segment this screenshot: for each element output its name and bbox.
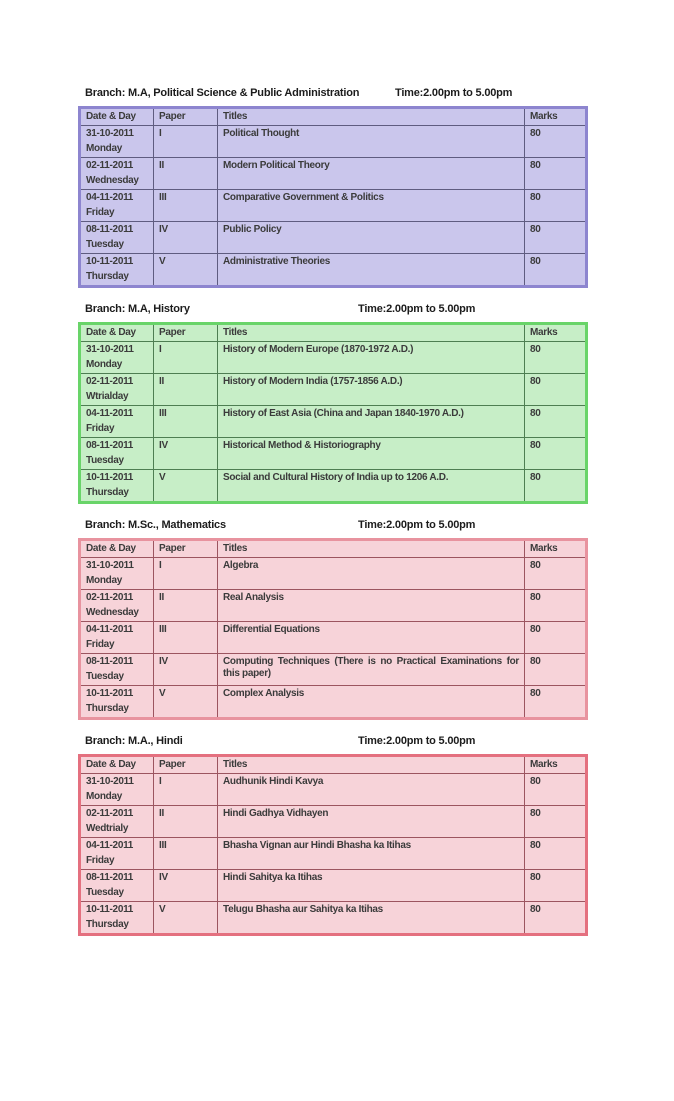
date-text: 08-11-2011 [86, 224, 134, 235]
col-header-titles: Titles [218, 324, 525, 342]
marks-cell: 80 [525, 806, 587, 838]
paper-cell: I [154, 774, 218, 806]
table-row [80, 870, 587, 902]
date-text: 04-11-2011 [86, 624, 134, 635]
title-cell: Algebra [218, 558, 525, 590]
col-header-paper: Paper [154, 108, 218, 126]
date-day-cell [80, 774, 154, 806]
section-heading [78, 302, 585, 316]
marks-cell: 80 [525, 870, 587, 902]
table-row [80, 774, 587, 806]
date-day-cell [80, 902, 154, 935]
day-text: Friday [86, 423, 115, 434]
title-cell: Administrative Theories [218, 254, 525, 287]
title-cell: Political Thought [218, 126, 525, 158]
table-row [80, 622, 587, 654]
timetable-section-history [78, 302, 585, 504]
marks-cell: 80 [525, 190, 587, 222]
table-row [80, 558, 587, 590]
date-text: 10-11-2011 [86, 904, 134, 915]
table-row [80, 254, 587, 287]
marks-cell: 80 [525, 342, 587, 374]
date-text: 31-10-2011 [86, 776, 134, 787]
marks-cell: 80 [525, 254, 587, 287]
paper-cell: II [154, 590, 218, 622]
col-header-paper: Paper [154, 324, 218, 342]
title-cell: History of East Asia (China and Japan 1840-1970 A.D.) [218, 406, 525, 438]
day-text: Thursday [86, 703, 129, 714]
date-day-cell [80, 654, 154, 686]
paper-cell: V [154, 902, 218, 935]
title-cell: Real Analysis [218, 590, 525, 622]
marks-cell: 80 [525, 126, 587, 158]
col-header-date-day: Date & Day [80, 108, 154, 126]
timetable-table [78, 754, 588, 936]
day-text: Tuesday [86, 887, 124, 898]
marks-cell: 80 [525, 158, 587, 190]
marks-cell: 80 [525, 590, 587, 622]
col-header-titles: Titles [218, 756, 525, 774]
title-cell: Computing Techniques (There is no Practical Examinations for this paper) [218, 654, 525, 686]
col-header-paper: Paper [154, 756, 218, 774]
paper-cell: III [154, 838, 218, 870]
col-header-marks: Marks [525, 108, 587, 126]
timetable-table [78, 322, 588, 504]
table-row [80, 190, 587, 222]
paper-cell: I [154, 126, 218, 158]
day-text: Wtrialday [86, 391, 129, 402]
title-cell: Hindi Gadhya Vidhayen [218, 806, 525, 838]
day-text: Monday [86, 143, 122, 154]
title-cell: Hindi Sahitya ka Itihas [218, 870, 525, 902]
date-text: 04-11-2011 [86, 840, 134, 851]
title-cell: Bhasha Vignan aur Hindi Bhasha ka Itihas [218, 838, 525, 870]
date-day-cell [80, 126, 154, 158]
table-row [80, 590, 587, 622]
date-day-cell [80, 806, 154, 838]
date-day-cell [80, 374, 154, 406]
day-text: Wedtrialy [86, 823, 129, 834]
marks-cell: 80 [525, 558, 587, 590]
date-text: 02-11-2011 [86, 808, 134, 819]
exam-timetable-document [78, 86, 585, 950]
branch-label: Branch: M.A, History [85, 303, 190, 315]
table-row [80, 126, 587, 158]
date-day-cell [80, 254, 154, 287]
date-text: 31-10-2011 [86, 560, 134, 571]
paper-cell: I [154, 558, 218, 590]
date-text: 31-10-2011 [86, 128, 134, 139]
time-label: Time:2.00pm to 5.00pm [358, 303, 476, 315]
marks-cell: 80 [525, 902, 587, 935]
day-text: Tuesday [86, 455, 124, 466]
paper-cell: V [154, 470, 218, 503]
date-text: 31-10-2011 [86, 344, 134, 355]
date-day-cell [80, 470, 154, 503]
marks-cell: 80 [525, 470, 587, 503]
branch-label: Branch: M.A., Hindi [85, 735, 183, 747]
paper-cell: III [154, 622, 218, 654]
date-text: 10-11-2011 [86, 256, 134, 267]
title-cell: History of Modern India (1757-1856 A.D.) [218, 374, 525, 406]
timetable-section-hindi [78, 734, 585, 936]
day-text: Tuesday [86, 671, 124, 682]
day-text: Friday [86, 639, 115, 650]
title-cell: Modern Political Theory [218, 158, 525, 190]
table-header-row [80, 324, 587, 342]
day-text: Thursday [86, 919, 129, 930]
col-header-paper: Paper [154, 540, 218, 558]
date-text: 04-11-2011 [86, 408, 134, 419]
col-header-titles: Titles [218, 108, 525, 126]
paper-cell: III [154, 190, 218, 222]
paper-cell: II [154, 806, 218, 838]
title-cell: Complex Analysis [218, 686, 525, 719]
timetable-section-mathematics [78, 518, 585, 720]
paper-cell: I [154, 342, 218, 374]
paper-cell: V [154, 686, 218, 719]
day-text: Thursday [86, 487, 129, 498]
timetable-section-political-science [78, 86, 585, 288]
table-row [80, 838, 587, 870]
date-text: 08-11-2011 [86, 872, 134, 883]
title-cell: Differential Equations [218, 622, 525, 654]
date-text: 02-11-2011 [86, 376, 134, 387]
day-text: Thursday [86, 271, 129, 282]
marks-cell: 80 [525, 374, 587, 406]
paper-cell: III [154, 406, 218, 438]
date-day-cell [80, 342, 154, 374]
table-row [80, 470, 587, 503]
date-day-cell [80, 622, 154, 654]
time-label: Time:2.00pm to 5.00pm [395, 87, 513, 99]
table-row [80, 342, 587, 374]
time-label: Time:2.00pm to 5.00pm [358, 735, 476, 747]
marks-cell: 80 [525, 774, 587, 806]
col-header-marks: Marks [525, 324, 587, 342]
date-day-cell [80, 558, 154, 590]
section-heading [78, 86, 585, 100]
table-row [80, 374, 587, 406]
table-row [80, 686, 587, 719]
day-text: Monday [86, 791, 122, 802]
timetable-table [78, 106, 588, 288]
col-header-marks: Marks [525, 756, 587, 774]
paper-cell: IV [154, 222, 218, 254]
day-text: Friday [86, 207, 115, 218]
table-header-row [80, 108, 587, 126]
date-day-cell [80, 406, 154, 438]
section-heading [78, 734, 585, 748]
col-header-marks: Marks [525, 540, 587, 558]
paper-cell: II [154, 374, 218, 406]
table-row [80, 222, 587, 254]
day-text: Friday [86, 855, 115, 866]
date-text: 02-11-2011 [86, 592, 134, 603]
paper-cell: IV [154, 438, 218, 470]
section-heading [78, 518, 585, 532]
day-text: Monday [86, 575, 122, 586]
paper-cell: V [154, 254, 218, 287]
table-row [80, 654, 587, 686]
date-day-cell [80, 590, 154, 622]
marks-cell: 80 [525, 622, 587, 654]
col-header-titles: Titles [218, 540, 525, 558]
date-text: 10-11-2011 [86, 472, 134, 483]
marks-cell: 80 [525, 838, 587, 870]
branch-label: Branch: M.Sc., Mathematics [85, 519, 226, 531]
table-row [80, 902, 587, 935]
day-text: Monday [86, 359, 122, 370]
title-cell: Comparative Government & Politics [218, 190, 525, 222]
col-header-date-day: Date & Day [80, 540, 154, 558]
date-day-cell [80, 438, 154, 470]
date-text: 08-11-2011 [86, 440, 134, 451]
paper-cell: IV [154, 654, 218, 686]
date-day-cell [80, 870, 154, 902]
paper-cell: II [154, 158, 218, 190]
marks-cell: 80 [525, 654, 587, 686]
date-text: 04-11-2011 [86, 192, 134, 203]
title-cell: History of Modern Europe (1870-1972 A.D.) [218, 342, 525, 374]
timetable-table [78, 538, 588, 720]
date-text: 08-11-2011 [86, 656, 134, 667]
paper-cell: IV [154, 870, 218, 902]
branch-label: Branch: M.A, Political Science & Public Administration [85, 87, 360, 99]
col-header-date-day: Date & Day [80, 324, 154, 342]
table-row [80, 158, 587, 190]
table-row [80, 406, 587, 438]
table-header-row [80, 756, 587, 774]
date-text: 10-11-2011 [86, 688, 134, 699]
date-day-cell [80, 190, 154, 222]
marks-cell: 80 [525, 222, 587, 254]
table-row [80, 806, 587, 838]
table-header-row [80, 540, 587, 558]
day-text: Wednesday [86, 607, 139, 618]
marks-cell: 80 [525, 438, 587, 470]
date-day-cell [80, 158, 154, 190]
title-cell: Telugu Bhasha aur Sahitya ka Itihas [218, 902, 525, 935]
date-day-cell [80, 686, 154, 719]
title-cell: Social and Cultural History of India up to 1206 A.D. [218, 470, 525, 503]
col-header-date-day: Date & Day [80, 756, 154, 774]
date-day-cell [80, 222, 154, 254]
title-cell: Historical Method & Historiography [218, 438, 525, 470]
day-text: Wednesday [86, 175, 139, 186]
title-cell: Audhunik Hindi Kavya [218, 774, 525, 806]
day-text: Tuesday [86, 239, 124, 250]
marks-cell: 80 [525, 406, 587, 438]
date-text: 02-11-2011 [86, 160, 134, 171]
table-row [80, 438, 587, 470]
marks-cell: 80 [525, 686, 587, 719]
title-cell: Public Policy [218, 222, 525, 254]
time-label: Time:2.00pm to 5.00pm [358, 519, 476, 531]
date-day-cell [80, 838, 154, 870]
